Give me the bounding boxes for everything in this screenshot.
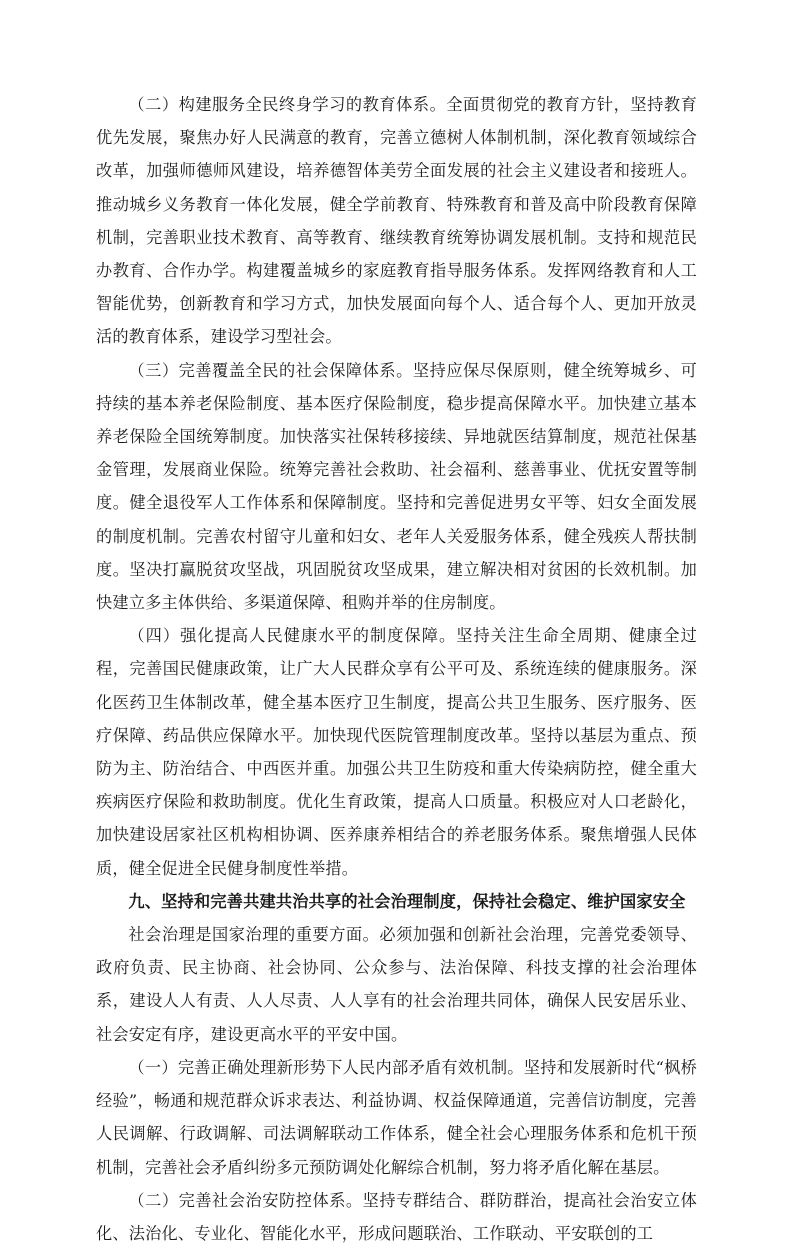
document-body [96,88,697,1250]
paragraph-social-governance-intro: 社会治理是国家治理的重要方面。必须加强和创新社会治理，完善党委领导、政府负责、民主协商、社会协同、公众参与、法治保障、科技支撑的社会治理体系，建设人人有责、人人尽责、人人享有的社会治理共同体，确保人民安居乐业、社会安定有序，建设更高水平的平安中国。 [96,925,697,1044]
section-heading-nine: 九、坚持和完善共建共治共享的社会治理制度，保持社会稳定、维护国家安全 [128,891,686,911]
paragraph-social-security: （三）完善覆盖全民的社会保障体系。坚持应保尽保原则，健全统筹城乡、可持续的基本养老保险制度、基本医疗保险制度，稳步提高保障水平。加快建立基本养老保险全国统筹制度。加快落实社保转移接续、异地就医结算制度，规范社保基金管理，发展商业保险。统筹完善社会救助、社会福利、慈善事业、优抚安置等制度。健全退役军人工作体系和保障制度。坚持和完善促进男女平等、妇女全面发展的制度机制。完善农村留守儿童和妇女、老年人关爱服务体系，健全残疾人帮扶制度。坚决打赢脱贫攻坚战，巩固脱贫攻坚成果，建立解决相对贫困的长效机制。加快建立多主体供给、多渠道保障、租购并举的住房制度。 [96,360,697,613]
paragraph-public-security-system: （二）完善社会治安防控体系。坚持专群结合、群防群治，提高社会治安立体化、法治化、专业化、智能化水平，形成问题联治、工作联动、平安联创的工 [96,1190,697,1243]
paragraph-education-system: （二）构建服务全民终身学习的教育体系。全面贯彻党的教育方针，坚持教育优先发展，聚焦办好人民满意的教育，完善立德树人体制机制，深化教育领域综合改革，加强师德师风建设，培养德智体美劳全面发展的社会主义建设者和接班人。推动城乡义务教育一体化发展，健全学前教育、特殊教育和普及高中阶段教育保障机制，完善职业技术教育、高等教育、继续教育统筹协调发展机制。支持和规范民办教育、合作办学。构建覆盖城乡的家庭教育指导服务体系。发挥网络教育和人工智能优势，创新教育和学习方式，加快发展面向每个人、适合每个人、更加开放灵活的教育体系，建设学习型社会。 [96,95,697,347]
paragraph-internal-contradictions: （一）完善正确处理新形势下人民内部矛盾有效机制。坚持和发展新时代“枫桥经验”，畅通和规范群众诉求表达、利益协调、权益保障通道，完善信访制度，完善人民调解、行政调解、司法调解联动工作体系，健全社会心理服务体系和危机干预机制，完善社会矛盾纠纷多元预防调处化解综合机制，努力将矛盾化解在基层。 [96,1057,697,1177]
paragraph-health-level: （四）强化提高人民健康水平的制度保障。坚持关注生命全周期、健康全过程，完善国民健康政策，让广大人民群众享有公平可及、系统连续的健康服务。深化医药卫生体制改革，健全基本医疗卫生制度，提高公共卫生服务、医疗服务、医疗保障、药品供应保障水平。加快现代医院管理制度改革。坚持以基层为重点、预防为主、防治结合、中西医并重。加强公共卫生防疫和重大传染病防控，健全重大疾病医疗保险和救助制度。优化生育政策，提高人口质量。积极应对人口老龄化，加快建设居家社区机构相协调、医养康养相结合的养老服务体系。聚焦增强人民体质，健全促进全民健身制度性举措。 [96,626,697,878]
